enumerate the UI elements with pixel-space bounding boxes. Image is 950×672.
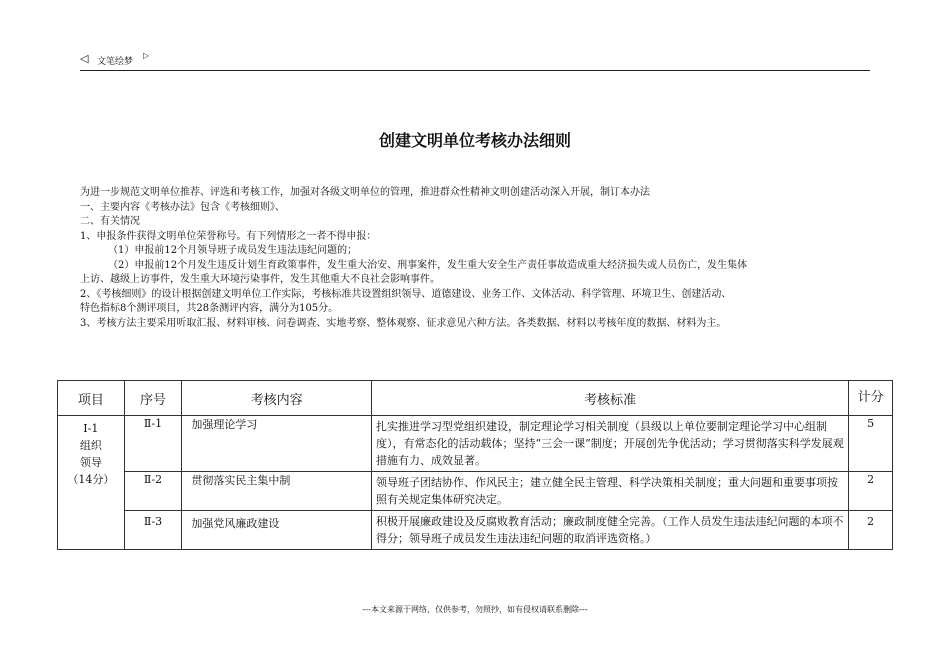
paragraph-item-3: 3、考核方法主要采用听取汇报、材料审核、问卷调查、实地考察、整体观察、征求意见六种方法。各类数据、材料以考核年度的数据、材料为主。 [80, 317, 727, 329]
row-seq: Ⅱ-2 [124, 472, 182, 511]
header-item: 项目 [58, 381, 125, 416]
item-label: Ⅰ-1 组织 领导 （14分） [58, 416, 125, 550]
table-row [58, 511, 893, 550]
paragraph-condition-2: （2）申报前12个月发生违反计划生育政策事件，发生重大治安、刑事案件，发生重大安全生产责任事故造成重大经济损失或人员伤亡，发生集体 [108, 259, 748, 271]
assessment-table [57, 380, 893, 550]
paragraph-section-2: 二、有关情况 [80, 216, 140, 227]
table-row [58, 416, 893, 472]
row-score: 2 [849, 511, 893, 550]
row-standard: 积极开展廉政建设及反腐败教育活动；廉政制度健全完善。（工作人员发生违法违纪问题的本项不得分；领导班子成员发生违法违纪问题的取消评选资格。） [371, 511, 848, 550]
document-title: 创建文明单位考核办法细则 [378, 131, 571, 150]
paragraph-condition-1: （1）申报前12个月领导班子成员发生违法违纪问题的； [108, 245, 358, 256]
header-standard: 考核标准 [371, 381, 848, 416]
paragraph-item-2-cont: 特色指标8个测评项目，共28条测评内容，满分为105分。 [80, 303, 339, 314]
paragraph-condition-2-cont: 上访、越级上访事件，发生重大环境污染事件，发生其他重大不良社会影响事件。 [80, 274, 440, 285]
left-triangle-icon: ◁ [80, 52, 89, 65]
paragraph-intro: 为进一步规范文明单位推荐、评选和考核工作，加强对各级文明单位的管理，推进群众性精神文明创建活动深入开展，制订本办法 [80, 187, 650, 198]
row-seq: Ⅱ-1 [124, 416, 182, 472]
right-triangle-icon: ▷ [143, 51, 150, 60]
row-standard: 领导班子团结协作、作风民主；建立健全民主管理、科学决策相关制度；重大问题和重要事项按照有关规定集体研究决定。 [371, 472, 848, 511]
header-text: 文笔绘梦 [97, 57, 134, 67]
page-header [80, 50, 870, 71]
table-header-row [58, 381, 893, 416]
paragraph-item-2: 2、《考核细则》的设计根据创建文明单位工作实际，考核标准共设置组织领导、道德建设、业务工作、文体活动、科学管理、环境卫生、创建活动、 [80, 288, 732, 300]
header-seq: 序号 [124, 381, 182, 416]
row-content: 加强党风廉政建设 [182, 511, 372, 550]
document-body [80, 186, 880, 331]
row-content: 加强理论学习 [182, 416, 372, 472]
row-standard: 扎实推进学习型党组织建设，制定理论学习相关制度（县级以上单位要制定理论学习中心组制度），有常态化的活动载体；坚持“三会一课”制度；开展创先争优活动；学习贯彻落实科学发展观措施有力、成效显著。 [371, 416, 848, 472]
page-footer: ---本文来源于网络，仅供参考，勿照抄，如有侵权请联系删除--- [362, 605, 588, 614]
paragraph-section-1: 一、主要内容《考核办法》包含《考核细则》、 [80, 201, 285, 213]
header-content: 考核内容 [182, 381, 372, 416]
paragraph-item-1: 1、申报条件获得文明单位荣誉称号。有下列情形之一者不得申报： [80, 230, 377, 242]
row-score: 2 [849, 472, 893, 511]
row-seq: Ⅱ-3 [124, 511, 182, 550]
header-score: 计分 [849, 381, 893, 416]
table-row [58, 472, 893, 511]
row-content: 贯彻落实民主集中制 [182, 472, 372, 511]
row-score: 5 [849, 416, 893, 472]
